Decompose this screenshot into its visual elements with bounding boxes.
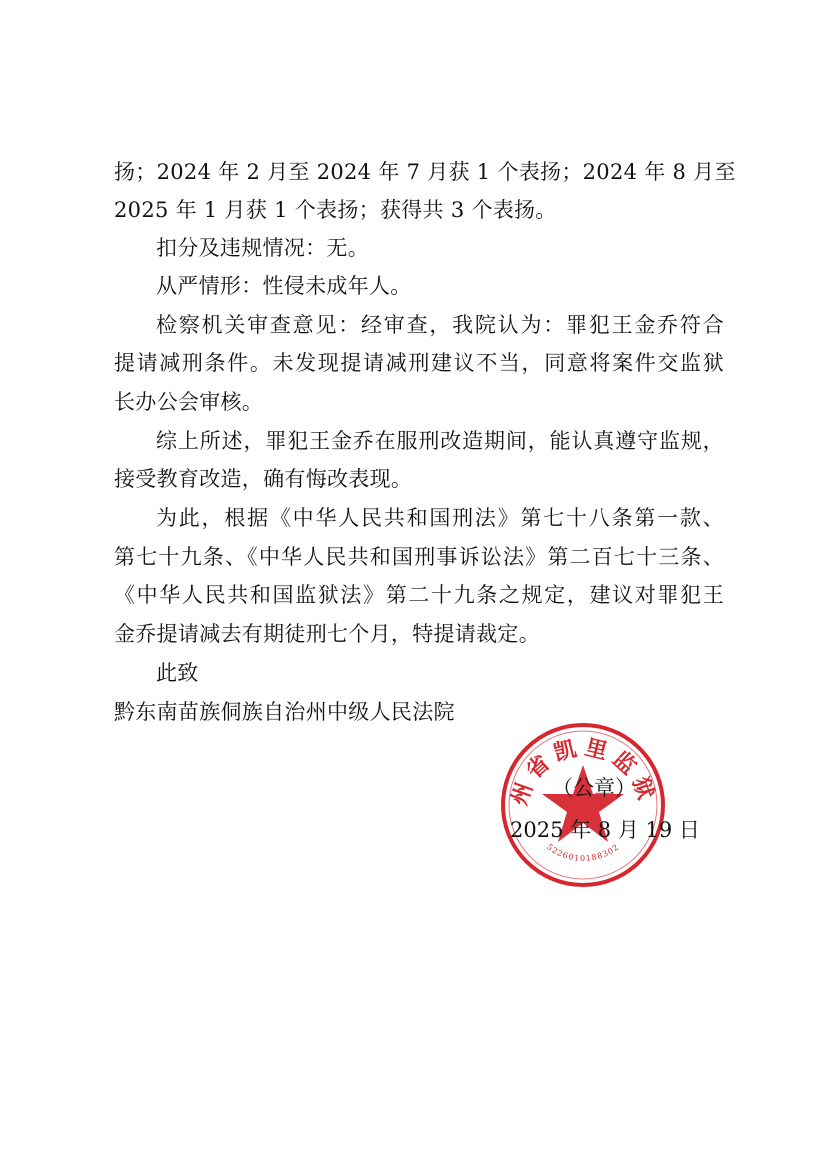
seal-number-text: 5226010188302 xyxy=(545,842,621,863)
legal-basis-line-3: 《中华人民共和国监狱法》第二十九条之规定，建议对罪犯王 xyxy=(114,583,724,607)
legal-basis-line-2: 第七十九条、《中华人民共和国刑事诉讼法》第二百七十三条、 xyxy=(114,545,724,569)
summary-line-2: 接受教育改造，确有悔改表现。 xyxy=(114,467,413,491)
seal-ring-text: 州省凯里监狱 xyxy=(506,734,661,809)
deduction-line: 扣分及违规情况：无。 xyxy=(156,236,369,260)
legal-basis-line-4: 金乔提请减去有期徒刑七个月，特提请裁定。 xyxy=(114,622,540,646)
official-seal-stamp xyxy=(500,722,666,888)
procuratorate-opinion-line-3: 长办公会审核。 xyxy=(114,390,264,414)
aggravating-line: 从严情形：性侵未成年人。 xyxy=(156,274,412,298)
procuratorate-opinion-line-2: 提请减刑条件。未发现提请减刑建议不当，同意将案件交监狱 xyxy=(114,351,724,375)
legal-basis-line-1: 为此，根据《中华人民共和国刑法》第七十八条第一款、 xyxy=(156,506,724,530)
salutation: 此致 xyxy=(156,661,199,685)
body-line-2: 2025 年 1 月获 1 个表扬；获得共 3 个表扬。 xyxy=(114,198,557,222)
seal-label: （公章） xyxy=(552,776,636,800)
document-date: 2025 年 8 月 19 日 xyxy=(510,818,700,842)
recipient-court: 黔东南苗族侗族自治州中级人民法院 xyxy=(114,700,455,724)
procuratorate-opinion-line-1: 检察机关审查意见：经审查，我院认为：罪犯王金乔符合 xyxy=(156,313,724,337)
body-line-1: 扬；2024 年 2 月至 2024 年 7 月获 1 个表扬；2024 年 8 月至 xyxy=(114,160,736,184)
summary-line-1: 综上所述，罪犯王金乔在服刑改造期间，能认真遵守监规， xyxy=(156,429,724,453)
